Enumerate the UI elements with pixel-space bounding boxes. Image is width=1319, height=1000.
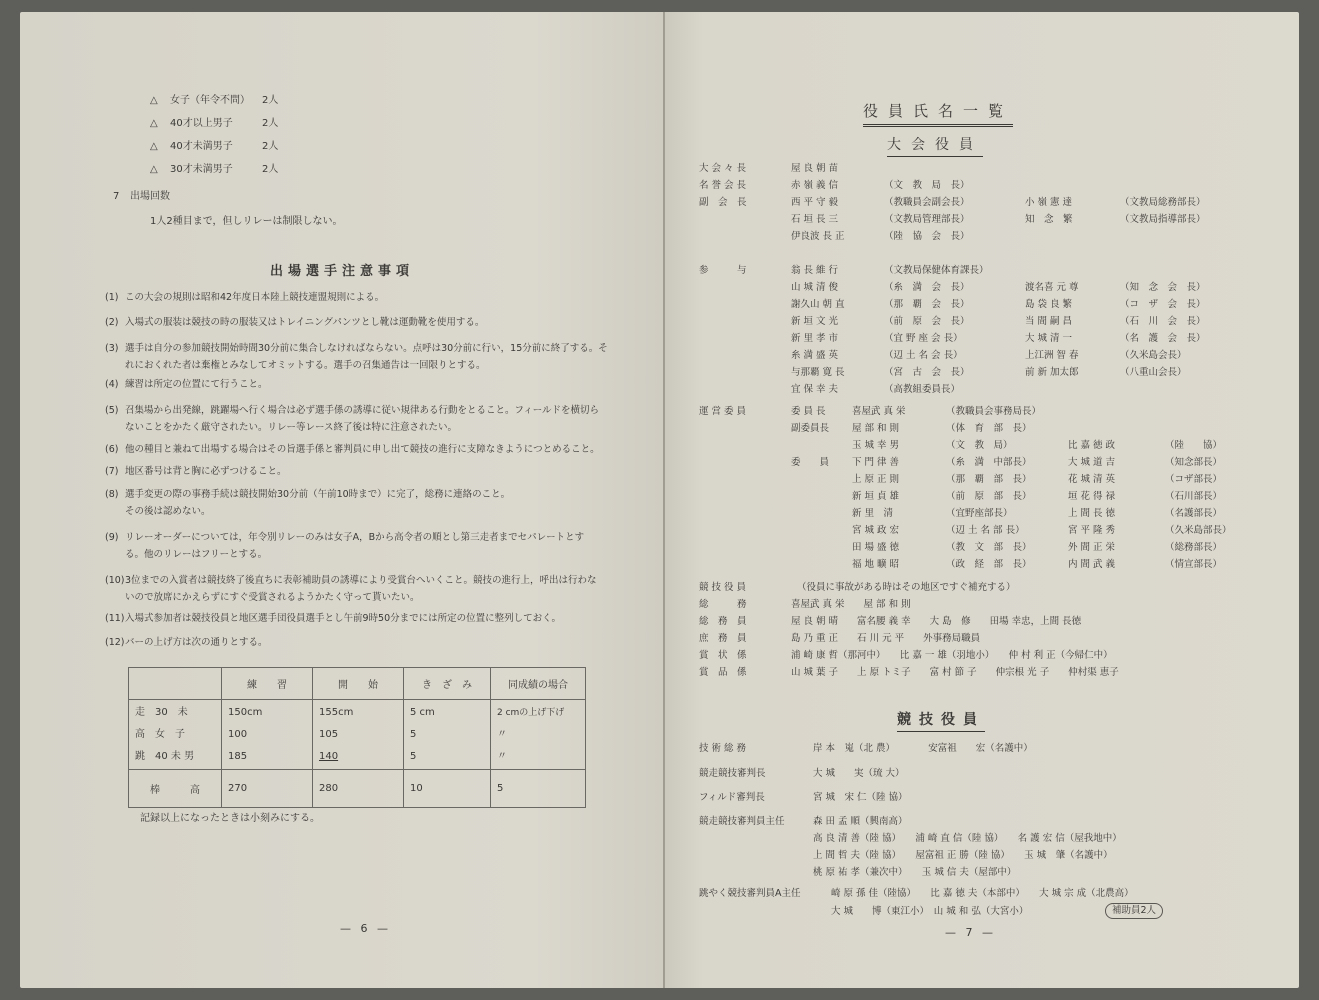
member-title: （体 育 部 長） [946,423,1032,434]
step-cell [404,700,491,770]
item-count: 2人 [262,95,279,106]
officer-name: 上江洲 智 春 [1025,350,1079,361]
tie-cell [491,700,586,770]
item-label: 40才未満男子 [170,141,233,152]
kyogi-label: 競 技 役 員 [699,582,747,593]
officer-title: （文教局保健体育課長） [884,265,989,276]
note-line: 選手は自分の参加競技開始時間30分前に集合しなければならない。点呼は30分前に行い，15分前に終了する。そ [125,343,608,354]
member-name: 宮 城 政 宏 [852,525,900,536]
bar-height-table [128,667,586,808]
judge-names: 宮 城 宋 仁（陸 協） [813,792,908,803]
section7-body: 1人2種目まで，但しリレーは制限しない。 [150,216,343,227]
section7-title: 出場回数 [130,191,170,202]
item-label: 40才以上男子 [170,118,233,129]
officer-name: 渡名喜 元 尊 [1025,282,1079,293]
note-line: 選手変更の際の事務手続は競技開始30分前（午前10時まで）に完了，総務に連絡のこと。 [125,489,511,500]
member-title: （知念部長） [1165,457,1223,468]
member-title: （名護部長） [1165,508,1223,519]
officer-name: 宜 保 幸 夫 [791,384,839,395]
officer-title: （教職員会副会長） [884,197,970,208]
officer-title: （文教局管理部長） [884,214,970,225]
officer-title: （コ ザ 会 長） [1120,299,1206,310]
officer-name: 屋 良 朝 苗 [791,163,839,174]
staff-names: 山 城 葉 子 上 原 トミ子 富 村 節 子 仲宗根 光 子 仲村渠 恵子 [791,667,1119,678]
start-value: 155cm [319,706,354,718]
officer-title: （名 護 会 長） [1120,333,1206,344]
group-label: 30 未 [155,706,188,718]
practice-cell [222,700,313,770]
member-name: 上 原 正 則 [852,474,900,485]
start-value: 140 [319,750,339,762]
member-title: （総務部長） [1165,542,1223,553]
table-header-cell: 練 習 [222,668,313,700]
member-name: 下 門 律 善 [852,457,900,468]
role-label: 名 誉 会 長 [699,180,747,191]
member-title: （陸 協） [1165,440,1223,451]
practice-value: 150cm [228,706,263,718]
officer-title: （石 川 会 長） [1120,316,1206,327]
judge-extra-line: 高 良 清 善（陸 協） 浦 崎 直 信（陸 協） 名 護 宏 信（屋我地中） [813,833,1122,844]
officer-title: （宜 野 座 会 長） [884,333,963,344]
last-line2: 大 城 博（東江小） 山 城 和 弘（大宮小） [831,906,1029,917]
last-line1: 崎 原 孫 佳（陸協） 比 嘉 徳 夫（本部中） 大 城 宗 成（北農高） [831,888,1134,899]
judge-extra-line: 上 間 哲 夫（陸 協） 屋富祖 正 勝（陸 協） 玉 城 肇（名護中） [813,850,1113,861]
event-char: 跳 [135,750,145,762]
judge-role: 技 術 総 務 [699,743,747,754]
officer-title: （糸 満 会 長） [884,282,970,293]
member-title: （宜野座部長） [946,508,1013,519]
member-title: （辺 土 名 部 長） [946,525,1025,536]
note-line: れにおくれた者は棄権とみなしてオミットする。選手の召集通告は一回限りとする。 [125,360,486,371]
member-name: 宮 平 隆 秀 [1068,525,1116,536]
staff-role: 総 務 [699,599,747,610]
note-number: (5) [105,405,119,416]
page-number-left: — 6 — [340,922,391,935]
officer-title: （前 原 会 長） [884,316,970,327]
group-label: 女 子 [155,728,185,740]
officer-title: （那 覇 会 長） [884,299,970,310]
item-count: 2人 [262,164,279,175]
triangle-mark: △ [150,118,158,129]
section7-number: 7 [113,191,120,202]
judge-extra-line: 桃 原 祐 孝（兼次中） 玉 城 信 夫（屋部中） [813,867,1017,878]
start-cell [313,700,404,770]
member-title: （情宣部長） [1165,559,1223,570]
officer-name: 小 嶺 憲 達 [1025,197,1073,208]
officer-name: 与那覇 寛 長 [791,367,845,378]
section2-title: 競技役員 [897,709,985,732]
member-name: 田 場 盛 徳 [852,542,900,553]
role-label: 参 与 [699,265,747,276]
high-jump-group-cell [129,700,222,770]
pole-practice: 270 [222,770,313,808]
unei-label: 運 営 委 員 [699,406,747,417]
member-title: （久米島部長） [1165,525,1232,536]
triangle-mark: △ [150,95,158,106]
tie-value: 2 cmの上げ下げ [497,707,565,718]
note-line: この大会の規則は昭和42年度日本陸上競技連盟規則による。 [125,292,385,303]
officer-name: 石 垣 長 三 [791,214,839,225]
judge-names: 岸 本 嵬（北 農） 安富祖 宏（名護中） [813,743,1033,754]
note-line: リレーオーダーについては，年令別リレーのみは女子A，Bから高令者の順とし第三走者までセパレートとす [125,532,585,543]
staff-role: 賞 状 係 [699,650,747,661]
unei-sublabel: 副委員長 [791,423,830,434]
officer-name: 西 平 守 毅 [791,197,839,208]
officer-title: （文教局指導部長） [1120,214,1206,225]
unei-sublabel: 委 員 長 [791,406,826,417]
staff-role: 庶 務 員 [699,633,747,644]
officer-name: 謝久山 朝 直 [791,299,845,310]
officer-title: （文 教 局 長） [884,180,970,191]
table-footnote: 記録以上になったときは小刻みにする。 [140,813,320,824]
pole-label: 棒 高 [129,770,222,808]
member-name: 内 間 武 義 [1068,559,1116,570]
officer-name: 知 念 繁 [1025,214,1073,225]
officer-name: 大 城 清 一 [1025,333,1073,344]
staff-names: 喜屋武 真 栄 屋 部 和 則 [791,599,911,610]
staff-role: 総 務 員 [699,616,747,627]
member-title: （石川部長） [1165,491,1223,502]
member-name: 比 嘉 徳 政 [1068,440,1116,451]
triangle-mark: △ [150,164,158,175]
judge-role: 競走競技審判員主任 [699,816,785,827]
note-number: (7) [105,466,119,477]
officer-name: 前 新 加太郎 [1025,367,1079,378]
note-number: (10) [105,575,125,586]
note-number: (6) [105,444,119,455]
officer-name: 山 城 清 俊 [791,282,839,293]
table-header-row [129,668,586,700]
note-number: (8) [105,489,119,500]
officer-name: 島 袋 良 繁 [1025,299,1073,310]
step-value: 5 [410,728,417,740]
member-name: 外 間 正 栄 [1068,542,1116,553]
officer-name: 新 垣 文 光 [791,316,839,327]
member-name: 垣 花 得 禄 [1068,491,1116,502]
unei-sublabel: 委 員 [791,457,830,468]
main-title: 役員氏名一覧 [863,100,1013,127]
member-name: 上 間 長 徳 [1068,508,1116,519]
member-title: （教職員会事務局長） [946,406,1042,417]
note-line: 練習は所定の位置にて行うこと。 [125,379,268,390]
member-title: （教 文 部 長） [946,542,1032,553]
note-line: る。他のリレーはフリーとする。 [125,549,268,560]
kyogi-note: （役員に事故がある時はその地区ですぐ補充する） [797,582,1016,593]
step-value: 5 cm [410,706,435,718]
officer-name: 当 間 嗣 昌 [1025,316,1073,327]
event-char: 高 [135,728,145,740]
note-line: 入場式参加者は競技役員と地区選手団役員選手とし午前9時50分までには所定の位置に整列しておく。 [125,613,561,624]
staff-role: 賞 品 係 [699,667,747,678]
note-line: いので放席にかえらずにすぐ受賞されるようかたく守って貰いたい。 [125,592,420,603]
member-title: （那 覇 部 長） [946,474,1032,485]
officer-title: （高教組委員長） [884,384,961,395]
table-header-cell [129,668,222,700]
note-number: (11) [105,613,125,624]
right-page [665,12,1299,988]
item-label: 30才未満男子 [170,164,233,175]
pole-start: 280 [313,770,404,808]
officer-name: 伊良波 長 正 [791,231,845,242]
note-line: 召集場から出発線，跳躍場へ行く場合は必ず選手係の誘導に従い規律ある行動をとること。フィールドを横切ら [125,405,600,416]
officer-name: 赤 嶺 義 信 [791,180,839,191]
pole-step: 10 [404,770,491,808]
officer-title: （久米島会長） [1120,350,1187,361]
assistant-circle: 補助員2人 [1105,903,1163,919]
member-name: 新 里 清 [852,508,894,519]
officer-name: 翁 長 維 行 [791,265,839,276]
staff-names: 島 乃 重 正 石 川 元 平 外事務局職員 [791,633,981,644]
role-label: 副 会 長 [699,197,747,208]
officer-title: （辺 土 名 会 長） [884,350,963,361]
note-number: (2) [105,317,119,328]
table-row-pole-vault [129,770,586,808]
member-title: （コザ部長） [1165,474,1223,485]
officer-title: （八重山会長） [1120,367,1187,378]
officer-name: 新 里 孝 市 [791,333,839,344]
tie-value: 〃 [497,728,507,740]
item-count: 2人 [262,118,279,129]
member-name: 花 城 清 英 [1068,474,1116,485]
table-row-high-jump [129,700,586,770]
member-title: （糸 満 中部長） [946,457,1032,468]
officer-name: 糸 満 盛 英 [791,350,839,361]
member-name: 福 地 曠 昭 [852,559,900,570]
note-number: (12) [105,637,125,648]
member-name: 喜屋武 真 栄 [852,406,906,417]
member-title: （前 原 部 長） [946,491,1032,502]
officer-title: （知 念 会 長） [1120,282,1206,293]
note-number: (3) [105,343,119,354]
table-header-cell: 開 始 [313,668,404,700]
left-page [20,12,663,988]
last-role: 跳やく競技審判員A主任 [699,888,801,899]
section1-title: 大会役員 [887,134,983,157]
note-line: 地区番号は背と胸に必ずつけること。 [125,466,287,477]
officer-title: （文教局総務部長） [1120,197,1206,208]
member-name: 新 垣 貞 雄 [852,491,900,502]
note-line: 入場式の服装は競技の時の服装又はトレイニングパンツとし靴は運動靴を使用する。 [125,317,485,328]
judge-role: フィルド審判長 [699,792,765,803]
triangle-mark: △ [150,141,158,152]
tie-value: 〃 [497,750,507,762]
member-title: （文 教 局） [946,440,1013,451]
page-number-right: — 7 — [945,926,996,939]
step-value: 5 [410,750,417,762]
pole-tie: 5 [491,770,586,808]
note-number: (9) [105,532,119,543]
note-number: (1) [105,292,119,303]
item-count: 2人 [262,141,279,152]
member-title: （政 経 部 長） [946,559,1032,570]
note-line: ないことをかたく厳守されたい。リレー等レース終了後は特に注意されたい。 [125,422,458,433]
officer-title: （陸 協 会 長） [884,231,970,242]
note-line: 他の種目と兼ねて出場する場合はその旨選手係と審判員に申し出て競技の進行に支障なきようにつとめること。 [125,444,600,455]
table-header-cell: 同成績の場合 [491,668,586,700]
officer-title: （宮 古 会 長） [884,367,970,378]
member-name: 屋 部 和 則 [852,423,900,434]
role-label: 大 会 々 長 [699,163,747,174]
staff-names: 屋 良 朝 晴 富名腰 義 幸 大 島 修 田場 幸忠，上間 長徳 [791,616,1082,627]
note-number: (4) [105,379,119,390]
staff-names: 浦 崎 康 哲（那河中） 比 嘉 一 雄（羽地小） 仲 村 利 正（今帰仁中） [791,650,1113,661]
start-value: 105 [319,728,339,740]
assistant-circle-wrap [1105,903,1163,919]
note-line: バーの上げ方は次の通りとする。 [125,637,268,648]
member-name: 玉 城 幸 男 [852,440,900,451]
group-label: 40 未 男 [155,750,195,762]
practice-value: 100 [228,728,248,740]
note-line: 3位までの入賞者は競技終了後直ちに表彰補助員の誘導により受賞台へいくこと。競技の進行上，呼出は行わな [125,575,597,586]
judge-names: 森 田 孟 順（興南高） [813,816,908,827]
member-name: 大 城 道 吉 [1068,457,1116,468]
note-line: その後は認めない。 [125,506,211,517]
table-header-cell: き ざ み [404,668,491,700]
event-char: 走 [135,706,145,718]
practice-value: 185 [228,750,248,762]
item-label: 女子（年令不問） [170,95,250,106]
judge-names: 大 城 実（琉 大） [813,768,905,779]
notes-title: 出場選手注意事項 [270,264,415,279]
judge-role: 競走競技審判長 [699,768,766,779]
